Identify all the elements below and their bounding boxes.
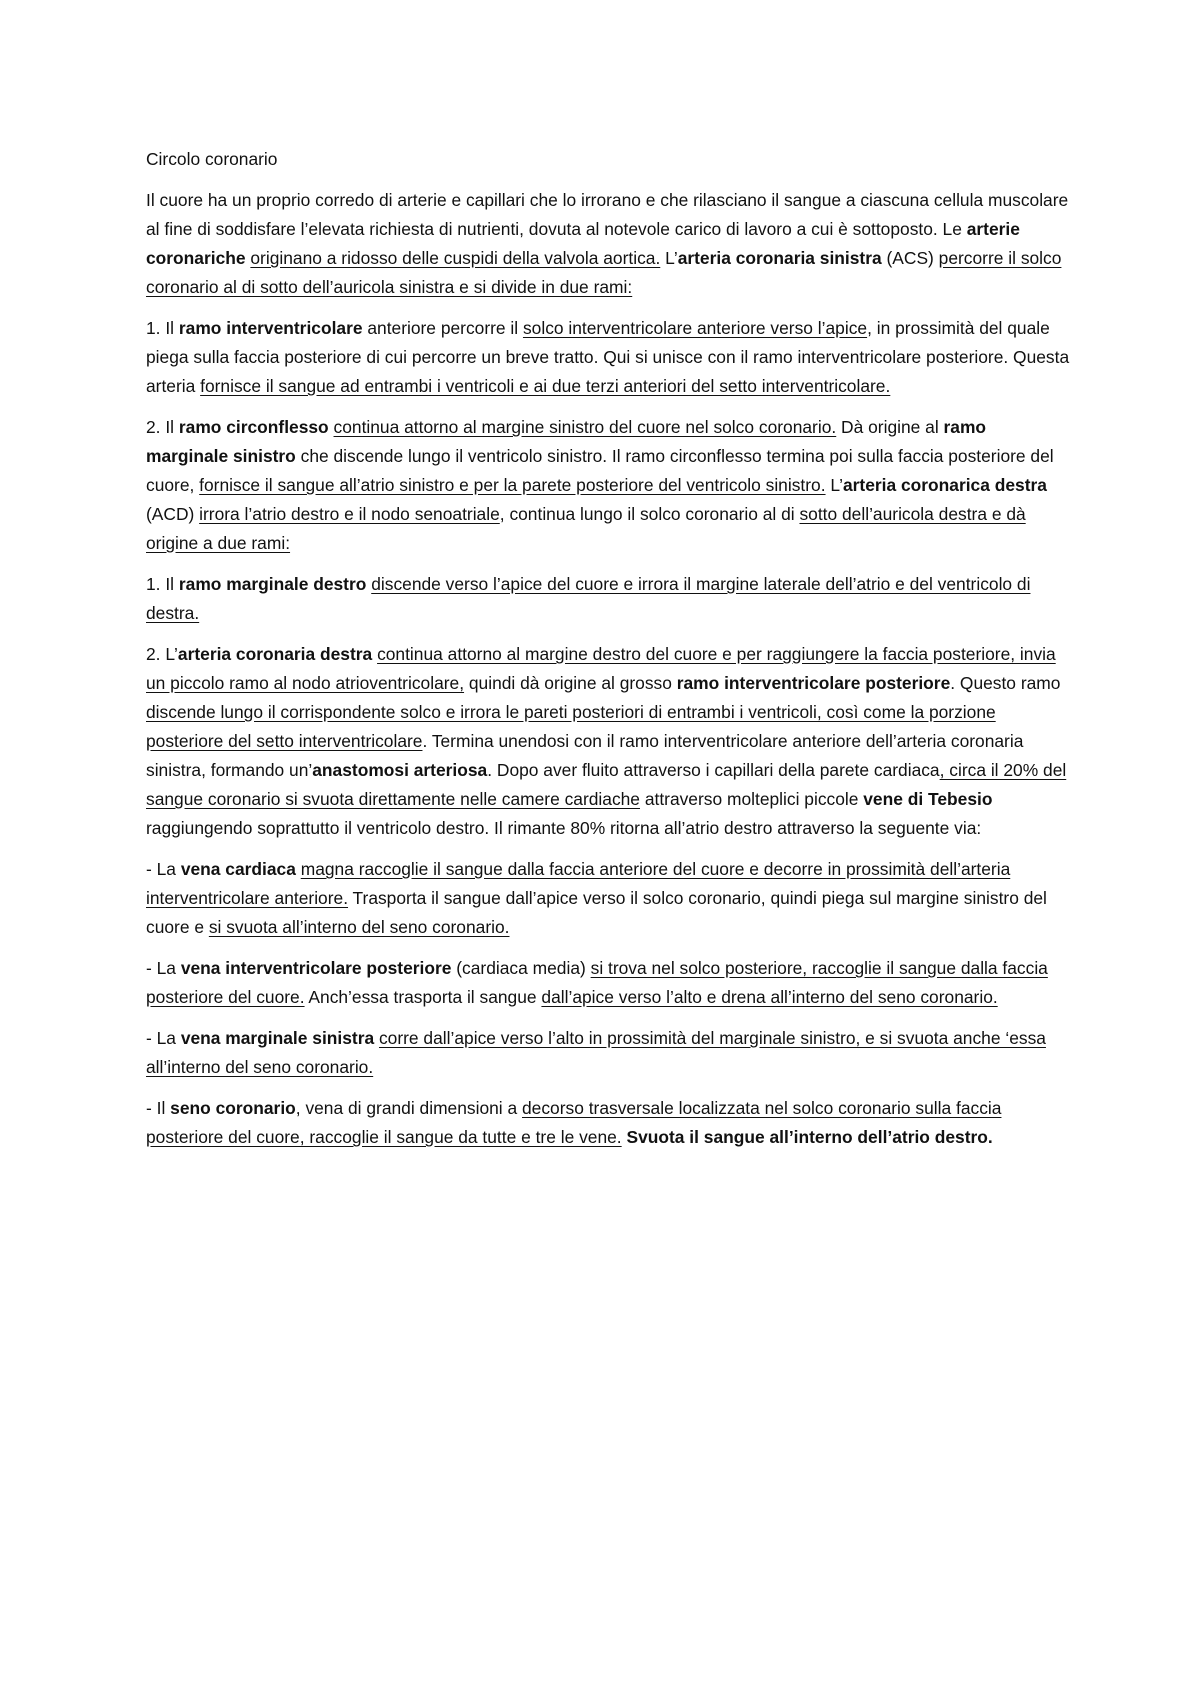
- text-run: quindi dà origine al grosso: [464, 673, 677, 693]
- underlined-text: discende lungo il corrispondente solco e irrora le pareti posteriori di entrambi i ventricoli, così come la porzione posteriore del setto interventricolare: [146, 702, 996, 751]
- paragraph-list: [146, 186, 1070, 1152]
- text-run: (ACD): [146, 504, 200, 524]
- text-run: 2. Il: [146, 417, 179, 437]
- text-run: . Termina unendosi con il ramo interventricolare anteriore dell’arteria coronaria sinistra, formando un’: [146, 731, 1024, 780]
- underlined-text: , circa il 20% del sangue coronario si svuota direttamente nelle camere cardiache: [146, 760, 1067, 809]
- bold-text: ramo marginale sinistro: [146, 417, 987, 466]
- bold-text: arterie coronariche: [146, 219, 1020, 268]
- bold-text: vena marginale sinistra: [180, 1028, 375, 1048]
- text-run: . Dopo aver fluito attraverso i capillari della parete cardiaca: [487, 760, 940, 780]
- underlined-text: percorre il solco coronario al di sotto dell’auricola sinistra e si divide in due rami:: [146, 248, 1062, 297]
- text-run: - La: [146, 1028, 181, 1048]
- text-run: . Questo ramo: [950, 673, 1061, 693]
- text-run: 1. Il: [146, 574, 179, 594]
- underlined-text: sotto dell’auricola destra e dà origine a due rami:: [146, 504, 1026, 553]
- bold-text: Svuota il sangue all’interno dell’atrio destro.: [626, 1127, 993, 1147]
- bold-text: anastomosi arteriosa: [312, 760, 488, 780]
- document-body: [146, 145, 1070, 1164]
- text-run: , continua lungo il solco coronario al di: [499, 504, 800, 524]
- paragraph: [146, 413, 1070, 558]
- paragraph: [146, 855, 1070, 942]
- text-run: (cardiaca media): [451, 958, 591, 978]
- text-run: Dà origine al: [836, 417, 944, 437]
- bold-text: vene di Tebesio: [863, 789, 993, 809]
- paragraph: [146, 186, 1070, 302]
- underlined-text: corre dall’apice verso l’alto in prossimità del marginale sinistro, e si svuota anche ‘essa all’interno del seno coronario.: [146, 1028, 1046, 1077]
- underlined-text: decorso trasversale localizzata nel solco coronario sulla faccia posteriore del cuore, raccoglie il sangue da tutte e tre le vene.: [146, 1098, 1002, 1147]
- underlined-text: fornisce il sangue ad entrambi i ventricoli e ai due terzi anteriori del setto interventricolare.: [200, 376, 891, 396]
- text-run: - Il: [146, 1098, 171, 1118]
- underlined-text: magna raccoglie il sangue dalla faccia anteriore del cuore e decorre in prossimità dell’arteria interventricolare anteriore.: [146, 859, 1011, 908]
- bold-text: arteria coronaria sinistra: [677, 248, 882, 268]
- underlined-text: continua attorno al margine sinistro del cuore nel solco coronario.: [333, 417, 837, 437]
- paragraph: [146, 314, 1070, 401]
- text-run: che discende lungo il ventricolo sinistro. Il ramo circonflesso termina poi sulla faccia posteriore del cuore,: [146, 446, 1054, 495]
- text-run: 1. Il: [146, 318, 179, 338]
- underlined-text: originano a ridosso delle cuspidi della valvola aortica.: [250, 248, 661, 268]
- text-run: , vena di grandi dimensioni a: [295, 1098, 522, 1118]
- text-run: Anch’essa trasporta il sangue: [304, 987, 542, 1007]
- paragraph: [146, 954, 1070, 1012]
- bold-text: vena interventricolare posteriore: [180, 958, 452, 978]
- paragraph: [146, 570, 1070, 628]
- underlined-text: continua attorno al margine destro del cuore e per raggiungere la faccia posteriore, invia un piccolo ramo al nodo atrioventricolare,: [146, 644, 1056, 693]
- paragraph: [146, 1094, 1070, 1152]
- bold-text: ramo marginale destro: [178, 574, 367, 594]
- underlined-text: fornisce il sangue all’atrio sinistro e per la parete posteriore del ventricolo sinistro.: [199, 475, 826, 495]
- underlined-text: dall’apice verso l’alto e drena all’interno del seno coronario.: [541, 987, 998, 1007]
- text-run: , in prossimità del quale piega sulla faccia posteriore di cui percorre un breve tratto. Qui si unisce con il ramo interventricolare posteriore. Questa arteria: [146, 318, 1070, 396]
- bold-text: ramo circonflesso: [178, 417, 329, 437]
- text-run: 2. L’: [146, 644, 178, 664]
- bold-text: vena cardiaca: [180, 859, 296, 879]
- underlined-text: si trova nel solco posteriore, raccoglie il sangue dalla faccia posteriore del cuore.: [146, 958, 1048, 1007]
- text-run: - La: [146, 859, 181, 879]
- text-run: Trasporta il sangue dall’apice verso il solco coronario, quindi piega sul margine sinistro del cuore e: [146, 888, 1047, 937]
- text-run: attraverso molteplici piccole: [639, 789, 864, 809]
- text-run: (ACS): [881, 248, 939, 268]
- underlined-text: solco interventricolare anteriore verso l’apice: [522, 318, 868, 338]
- text-run: L’: [825, 475, 843, 495]
- text-run: Il cuore ha un proprio corredo di arterie e capillari che lo irrorano e che rilasciano il sangue a ciascuna cellula muscolare al fine di soddisfare l’elevata richiesta di nutrienti, dovuta al notevole carico di lavoro a cui è sottoposto. Le: [146, 190, 1069, 239]
- paragraph: [146, 640, 1070, 843]
- text-run: L’: [660, 248, 678, 268]
- paragraph: [146, 1024, 1070, 1082]
- bold-text: seno coronario: [170, 1098, 296, 1118]
- document-title: Circolo coronario: [146, 149, 278, 169]
- bold-text: ramo interventricolare posteriore: [676, 673, 951, 693]
- text-run: - La: [146, 958, 181, 978]
- underlined-text: irrora l’atrio destro e il nodo senoatriale: [199, 504, 500, 524]
- text-run: anteriore percorre il: [362, 318, 523, 338]
- bold-text: arteria coronaria destra: [177, 644, 373, 664]
- text-run: raggiungendo soprattutto il ventricolo destro. Il rimante 80% ritorna all’atrio destro attraverso la seguente via:: [146, 818, 982, 838]
- underlined-text: si svuota all’interno del seno coronario.: [208, 917, 510, 937]
- underlined-text: discende verso l’apice del cuore e irrora il margine laterale dell’atrio e del ventricolo di destra.: [146, 574, 1031, 623]
- bold-text: arteria coronarica destra: [842, 475, 1047, 495]
- bold-text: ramo interventricolare: [178, 318, 363, 338]
